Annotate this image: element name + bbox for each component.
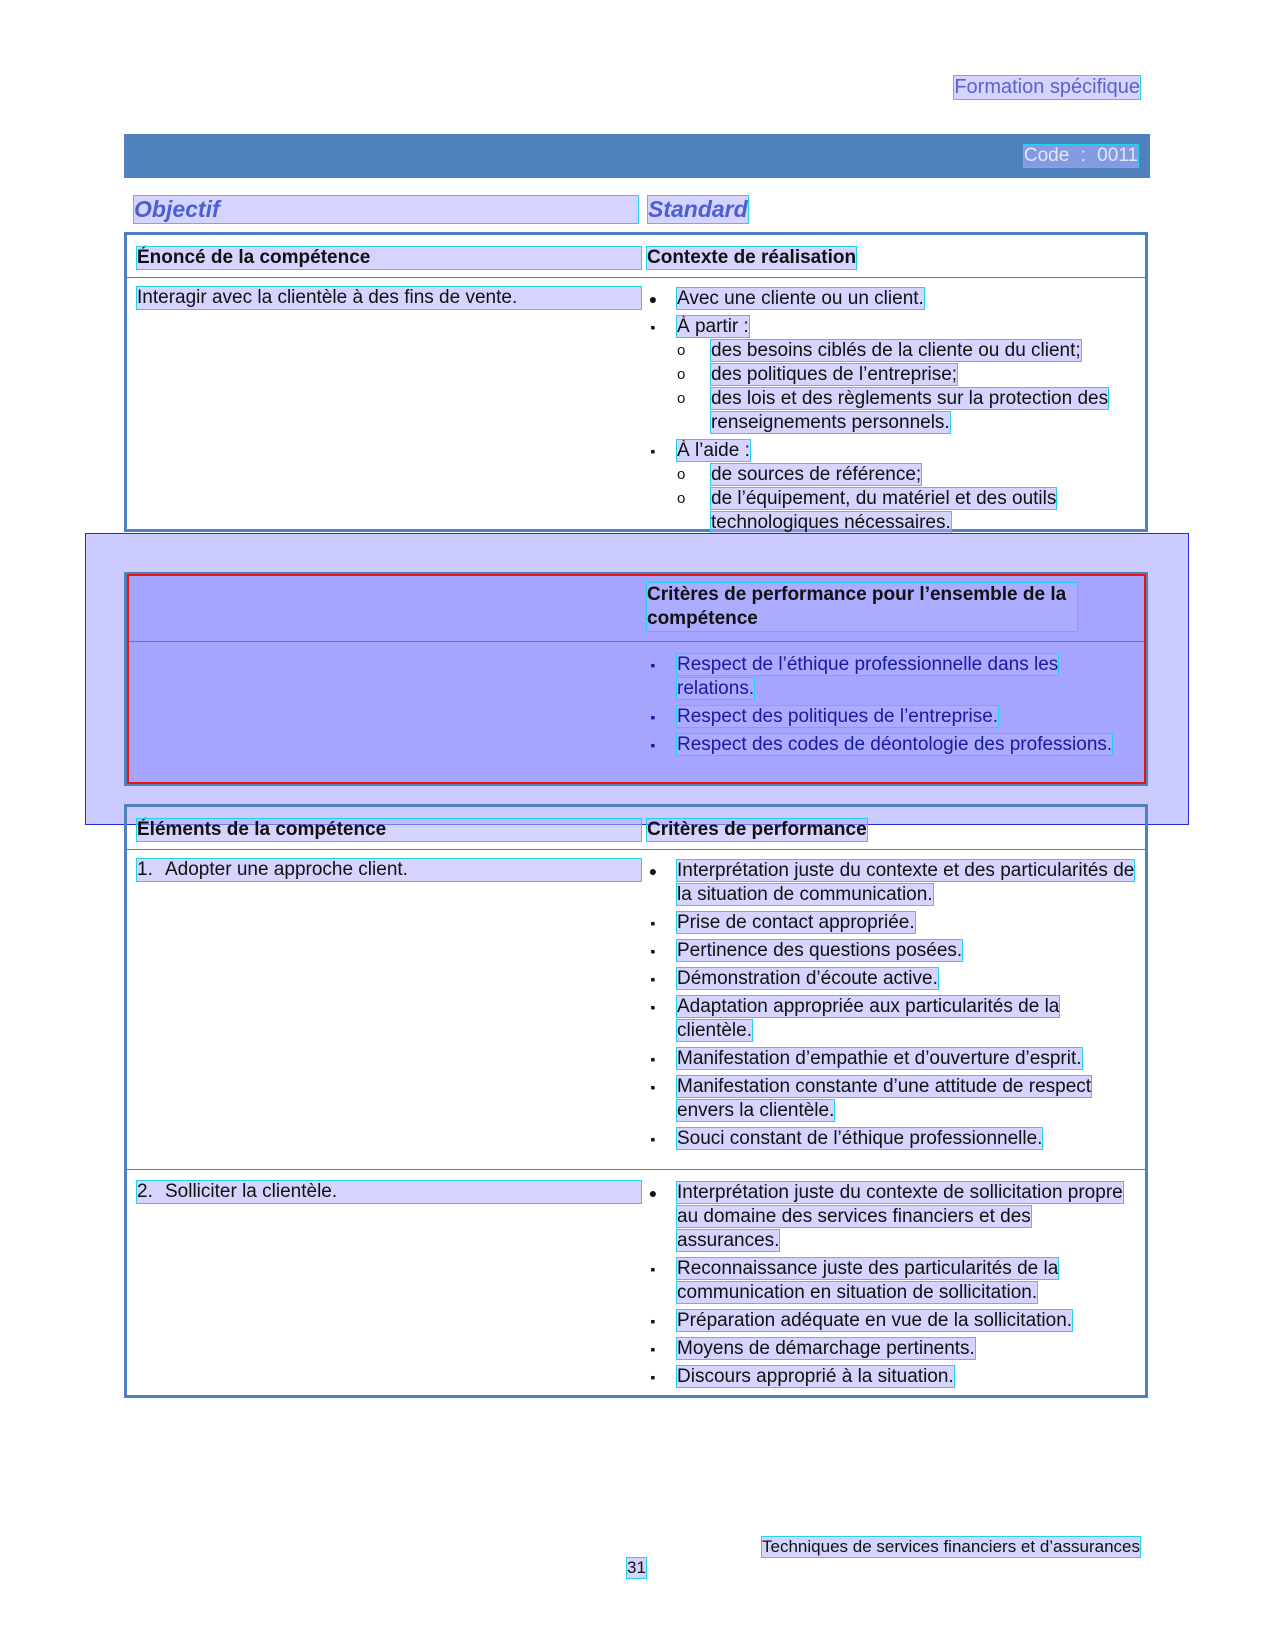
criteria-item: ▪ Adaptation appropriée aux particularités de la clientèle. <box>650 996 1060 1041</box>
context-item: ▪ À partir : o des besoins ciblés de la cliente ou du client; o des politiques de l’entreprise; o des lois et des règlements sur la protection des renseignements personnels. <box>647 315 1137 435</box>
criteria-item: ▪ Discours approprié à la situation. <box>650 1366 954 1387</box>
criteria-item: ▪ Préparation adéquate en vue de la sollicitation. <box>650 1310 1073 1331</box>
code-bar <box>124 134 1150 178</box>
program-header: Formation spécifique <box>954 76 1140 98</box>
criteria-item: ▪ Respect de l’éthique professionnelle dans les relations. <box>650 654 1059 699</box>
row-divider <box>127 1169 1145 1170</box>
criteria-item: ● Interprétation juste du contexte et des particularités de la situation de communication. <box>648 860 1135 905</box>
objective-standard-row <box>134 196 1150 220</box>
competency-code: Code : 0011 <box>1023 145 1138 166</box>
element-1: 1. Adopter une approche client. <box>137 859 641 881</box>
statement-heading: Énoncé de la compétence <box>137 247 641 269</box>
competency-statement: Interagir avec la clientèle à des fins de vente. <box>137 287 641 309</box>
element-2: 2. Solliciter la clientèle. <box>137 1181 641 1203</box>
criteria-item: ▪ Moyens de démarchage pertinents. <box>650 1338 975 1359</box>
element-2-criteria <box>647 1181 1137 1393</box>
context-list <box>647 287 1137 539</box>
context-subitem: o de l’équipement, du matériel et des outils technologiques nécessaires. <box>677 488 1057 533</box>
global-criteria-heading: Critères de performance pour l’ensemble de la compétence <box>647 583 1077 631</box>
criteria-item: ▪ Démonstration d’écoute active. <box>650 968 938 989</box>
footer-program-name: Techniques de services financiers et d’assurances <box>762 1537 1140 1556</box>
standard-label: Standard <box>648 196 748 222</box>
elements-criteria-table <box>124 804 1148 1398</box>
page-number: 31 <box>627 1558 646 1577</box>
table-header <box>127 235 1145 278</box>
criteria-item: ▪ Pertinence des questions posées. <box>650 940 963 961</box>
elements-heading: Éléments de la compétence <box>137 819 641 841</box>
criteria-item: ▪ Respect des codes de déontologie des professions. <box>650 734 1113 755</box>
context-subitem: o des politiques de l’entreprise; <box>677 364 958 385</box>
context-subitem: o des lois et des règlements sur la protection des renseignements personnels. <box>677 388 1109 433</box>
table-header <box>127 807 1145 850</box>
statement-context-table <box>124 232 1148 532</box>
context-subitem: o de sources de référence; <box>677 464 922 485</box>
criteria-item: ▪ Reconnaissance juste des particularités de la communication en situation de sollicitation. <box>650 1258 1059 1303</box>
objective-label: Objectif <box>134 196 638 223</box>
element-1-criteria <box>647 859 1137 1155</box>
context-item: ● Avec une cliente ou un client. <box>648 288 924 309</box>
context-item: ▪ À l’aide : o de sources de référence; o de l’équipement, du matériel et des outils technologiques nécessaires. <box>647 439 1137 535</box>
criteria-heading: Critères de performance <box>647 819 867 840</box>
selection-frame <box>127 574 1146 784</box>
criteria-item: ▪ Manifestation d’empathie et d’ouverture d’esprit. <box>650 1048 1082 1069</box>
criteria-item: ▪ Souci constant de l’éthique professionnelle. <box>650 1128 1043 1149</box>
criteria-item: ▪ Respect des politiques de l’entreprise. <box>650 706 999 727</box>
context-heading: Contexte de réalisation <box>647 247 857 268</box>
criteria-item: ● Interprétation juste du contexte de sollicitation propre au domaine des services financiers et des assurances. <box>648 1182 1123 1251</box>
context-subitem: o des besoins ciblés de la cliente ou du client; <box>677 340 1081 361</box>
criteria-item: ▪ Manifestation constante d’une attitude de respect envers la clientèle. <box>650 1076 1092 1121</box>
criteria-item: ▪ Prise de contact appropriée. <box>650 912 915 933</box>
